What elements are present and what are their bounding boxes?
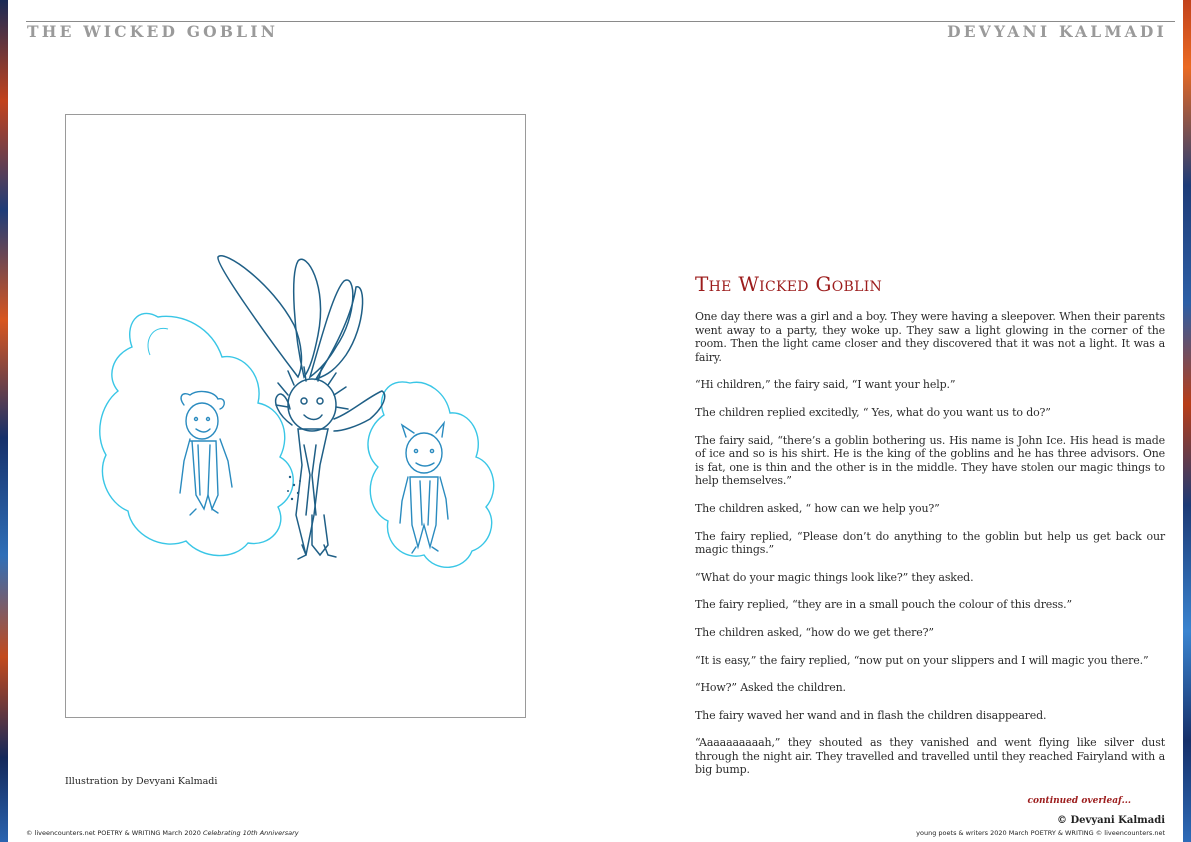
running-header-author: DEVYANI KALMADI [947, 22, 1167, 41]
decorative-right-edge [1183, 0, 1191, 842]
story-paragraph: The fairy replied, “they are in a small pouch the colour of this dress.” [695, 598, 1072, 612]
story-paragraph: The children asked, “ how can we help you?” [695, 501, 940, 515]
right-child-figure [400, 423, 448, 553]
story-paragraph: The fairy replied, “Please don’t do anything to the goblin but help us get back our magic things.” [695, 529, 1165, 557]
story-column [695, 272, 1165, 791]
story-paragraph: “What do your magic things look like?” they asked. [695, 570, 974, 584]
left-child-figure [180, 392, 232, 515]
story-paragraph: One day there was a girl and a boy. They were having a sleepover. When their parents went away to a party, they woke up. They saw a light glowing in the corner of the room. Then the light came closer and they discovered that it was not a light. It was a fairy. [695, 310, 1165, 364]
fairy-figure [218, 256, 385, 559]
illustration-frame [65, 114, 526, 718]
story-paragraph: The children replied excitedly, “ Yes, what do you want us to do?” [695, 405, 1051, 419]
story-paragraph: “Aaaaaaaaaah,” they shouted as they vanished and went flying like silver dust through the night air. They travelled and travelled until they reached Fairyland with a big bump. [695, 736, 1165, 777]
running-header-title: THE WICKED GOBLIN [27, 22, 279, 41]
story-title: The Wicked Goblin [695, 272, 883, 296]
left-glow-outline [100, 313, 294, 555]
story-paragraph: “It is easy,” the fairy replied, “now put on your slippers and I will magic you there.” [695, 653, 1149, 667]
continued-overleaf-note: continued overleaf... [1027, 796, 1131, 806]
story-paragraph: “How?” Asked the children. [695, 681, 846, 695]
footer-left [26, 829, 299, 837]
child-drawing-illustration [66, 115, 527, 719]
story-paragraph: The fairy said, “there’s a goblin bothering us. His name is John Ice. His head is made of ice and so is his shirt. He is the king of the goblins and he has three advisors. One is fat, one is thin and the other is in the middle. They have stolen our magic things to help themselves.” [695, 433, 1165, 488]
decorative-left-edge [0, 0, 8, 842]
story-paragraph: The fairy waved her wand and in flash the children disappeared. [695, 708, 1047, 722]
illustration-credit: Illustration by Devyani Kalmadi [65, 776, 218, 787]
footer-anniversary: Celebrating 10th Anniversary [202, 829, 299, 837]
right-glow-outline [368, 382, 494, 567]
magazine-page [8, 0, 1183, 842]
footer-left-text: © liveencounters.net POETRY & WRITING March 2020 [26, 829, 201, 837]
author-copyright: © Devyani Kalmadi [1057, 815, 1165, 826]
story-paragraph: “Hi children,” the fairy said, “I want your help.” [695, 378, 956, 392]
footer-right: young poets & writers 2020 March POETRY & WRITING © liveencounters.net [916, 829, 1165, 837]
story-paragraph: The children asked, “how do we get there?” [695, 625, 934, 639]
